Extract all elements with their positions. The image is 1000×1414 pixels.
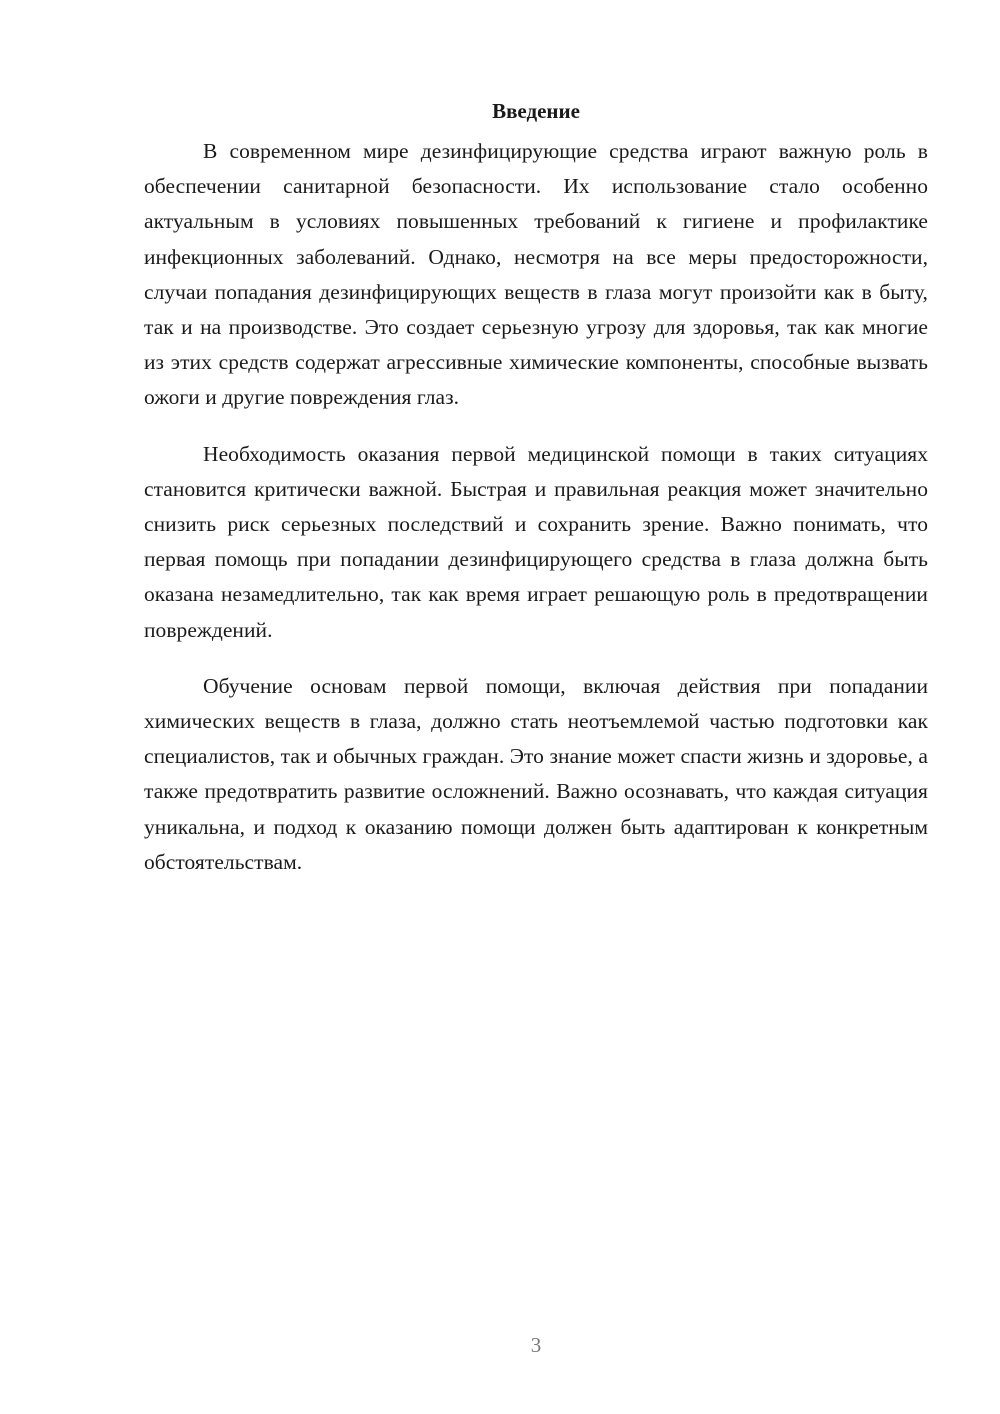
section-heading: Введение: [492, 99, 580, 123]
paragraph-1: В современном мире дезинфицирующие средства играют важную роль в обеспечении санитарной безопасности. Их использование стало особенно актуальным в условиях повышенных требований к гигиене и профилактике инфекционных заболеваний. Однако, несмотря на все меры предосторожности, случаи попадания дезинфицирующих веществ в глаза могут произойти как в быту, так и на производстве. Это создает серьезную угрозу для здоровья, так как многие из этих средств содержат агрессивные химические компоненты, способные вызвать ожоги и другие повреждения глаз.: [144, 139, 928, 410]
paragraph-2: Необходимость оказания первой медицинской помощи в таких ситуациях становится критически важной. Быстрая и правильная реакция может значительно снизить риск серьезных последствий и сохранить зрение. Важно понимать, что первая помощь при попадании дезинфицирующего средства в глаза должна быть оказана незамедлительно, так как время играет решающую роль в предотвращении повреждений.: [144, 441, 928, 642]
paragraph-3: Обучение основам первой помощи, включая действия при попадании химических веществ в глаза, должно стать неотъемлемой частью подготовки как специалистов, так и обычных граждан. Это знание может спасти жизнь и здоровье, а также предотвратить развитие осложнений. Важно осознавать, что каждая ситуация уникальна, и подход к оказанию помощи должен быть адаптирован к конкретным обстоятельствам.: [144, 673, 928, 874]
page-number: 3: [530, 1333, 542, 1357]
page-content: [144, 96, 928, 880]
